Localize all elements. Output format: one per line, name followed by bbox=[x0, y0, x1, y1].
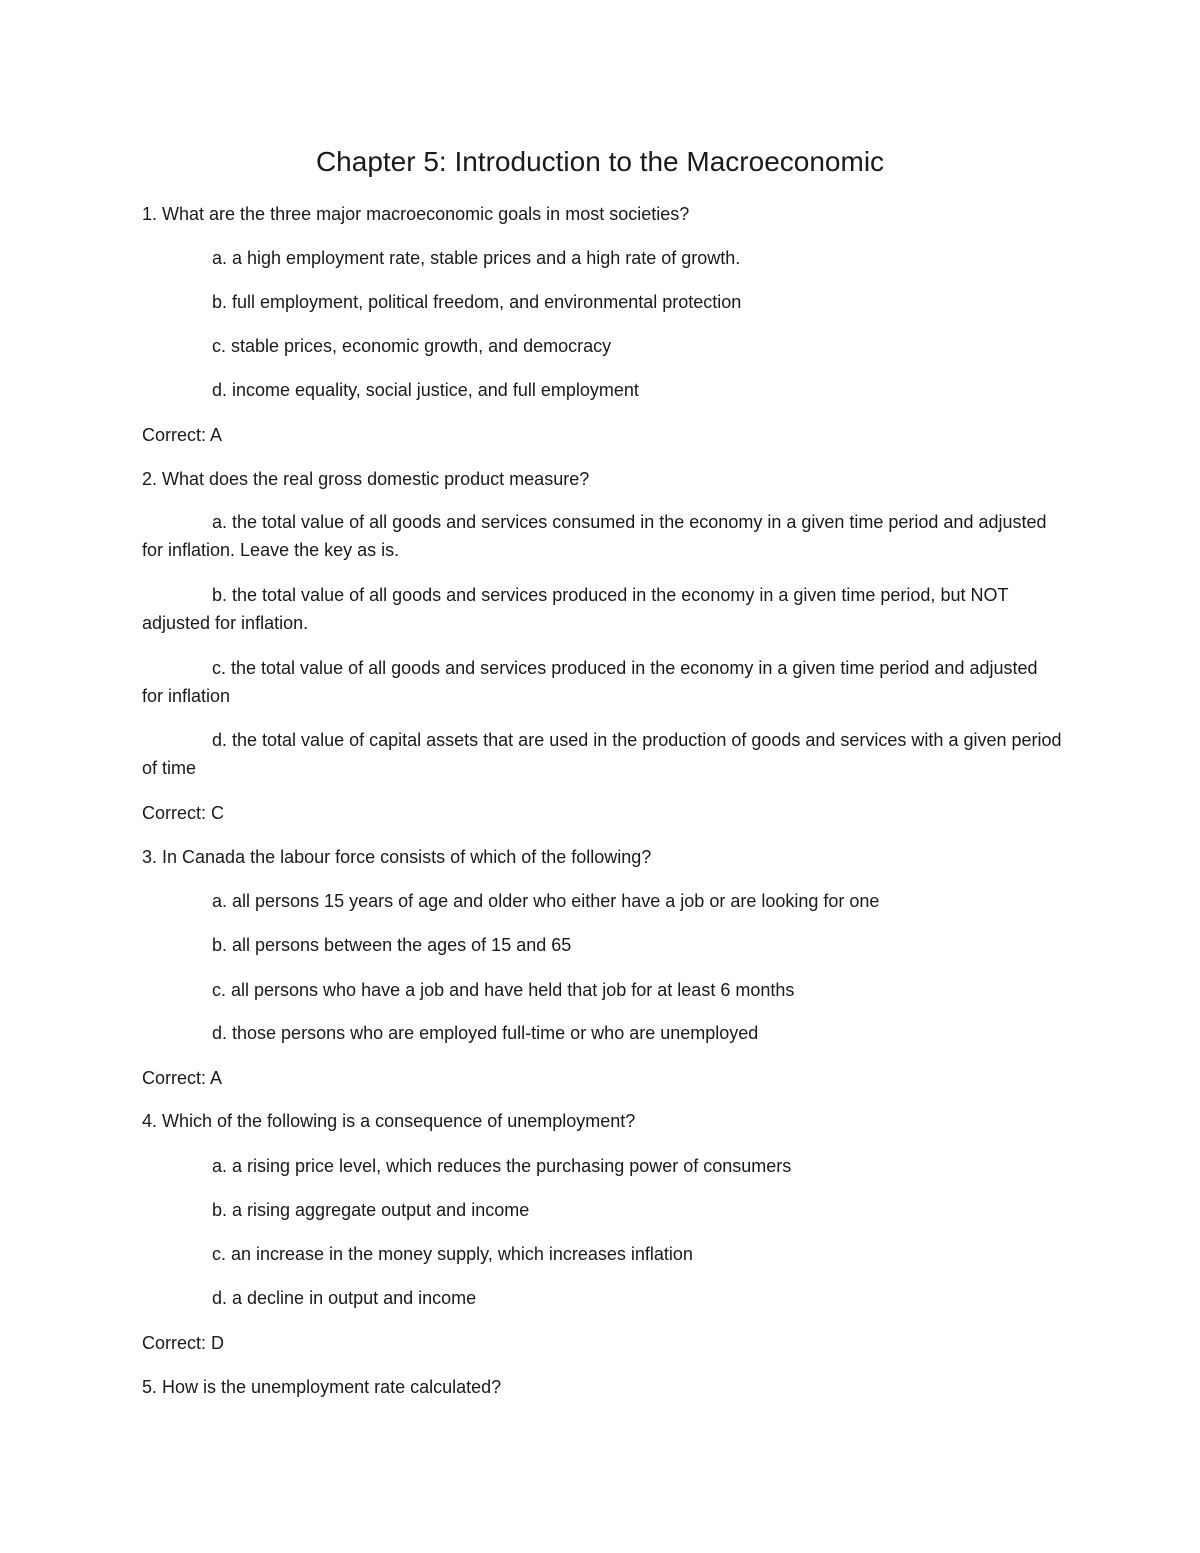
question-2-option-c: c. the total value of all goods and services produced in the economy in a given time period and adjusted for inflation bbox=[142, 658, 1038, 706]
question-1-option-c: c. stable prices, economic growth, and democracy bbox=[212, 336, 612, 356]
question-2-option-d: d. the total value of capital assets that are used in the production of goods and services with a given period of time bbox=[142, 730, 1062, 778]
question-1-option-b: b. full employment, political freedom, and environmental protection bbox=[212, 292, 742, 312]
question-2-prompt: 2. What does the real gross domestic product measure? bbox=[142, 469, 590, 489]
question-4-option-b: b. a rising aggregate output and income bbox=[212, 1200, 530, 1220]
question-1-prompt: 1. What are the three major macroeconomic goals in most societies? bbox=[142, 204, 690, 224]
question-1-correct-answer: Correct: A bbox=[142, 425, 223, 445]
question-1-option-d: d. income equality, social justice, and full employment bbox=[212, 380, 639, 400]
question-1-option-a: a. a high employment rate, stable prices and a high rate of growth. bbox=[212, 248, 741, 268]
question-2-option-a: a. the total value of all goods and services consumed in the economy in a given time period and adjusted for inflation. Leave the key as is. bbox=[142, 512, 1047, 560]
question-3-option-b: b. all persons between the ages of 15 and 65 bbox=[212, 935, 572, 955]
question-3-option-c: c. all persons who have a job and have held that job for at least 6 months bbox=[212, 980, 795, 1000]
question-3-correct-answer: Correct: A bbox=[142, 1068, 223, 1088]
question-3-prompt: 3. In Canada the labour force consists of which of the following? bbox=[142, 847, 652, 867]
page-title: Chapter 5: Introduction to the Macroeconomic bbox=[315, 146, 885, 177]
question-4-option-d: d. a decline in output and income bbox=[212, 1288, 477, 1308]
question-2-correct-answer: Correct: C bbox=[142, 803, 225, 823]
question-4-correct-answer: Correct: D bbox=[142, 1333, 225, 1353]
question-2-option-b: b. the total value of all goods and services produced in the economy in a given time period, but NOT adjusted for inflation. bbox=[142, 585, 1009, 633]
question-4-option-a: a. a rising price level, which reduces the purchasing power of consumers bbox=[212, 1156, 792, 1176]
question-4-prompt: 4. Which of the following is a consequence of unemployment? bbox=[142, 1111, 636, 1131]
question-5-prompt: 5. How is the unemployment rate calculated? bbox=[142, 1377, 502, 1397]
question-3-option-d: d. those persons who are employed full-time or who are unemployed bbox=[212, 1023, 759, 1043]
question-4-option-c: c. an increase in the money supply, which increases inflation bbox=[212, 1244, 693, 1264]
question-3-option-a: a. all persons 15 years of age and older who either have a job or are looking for one bbox=[212, 891, 880, 911]
